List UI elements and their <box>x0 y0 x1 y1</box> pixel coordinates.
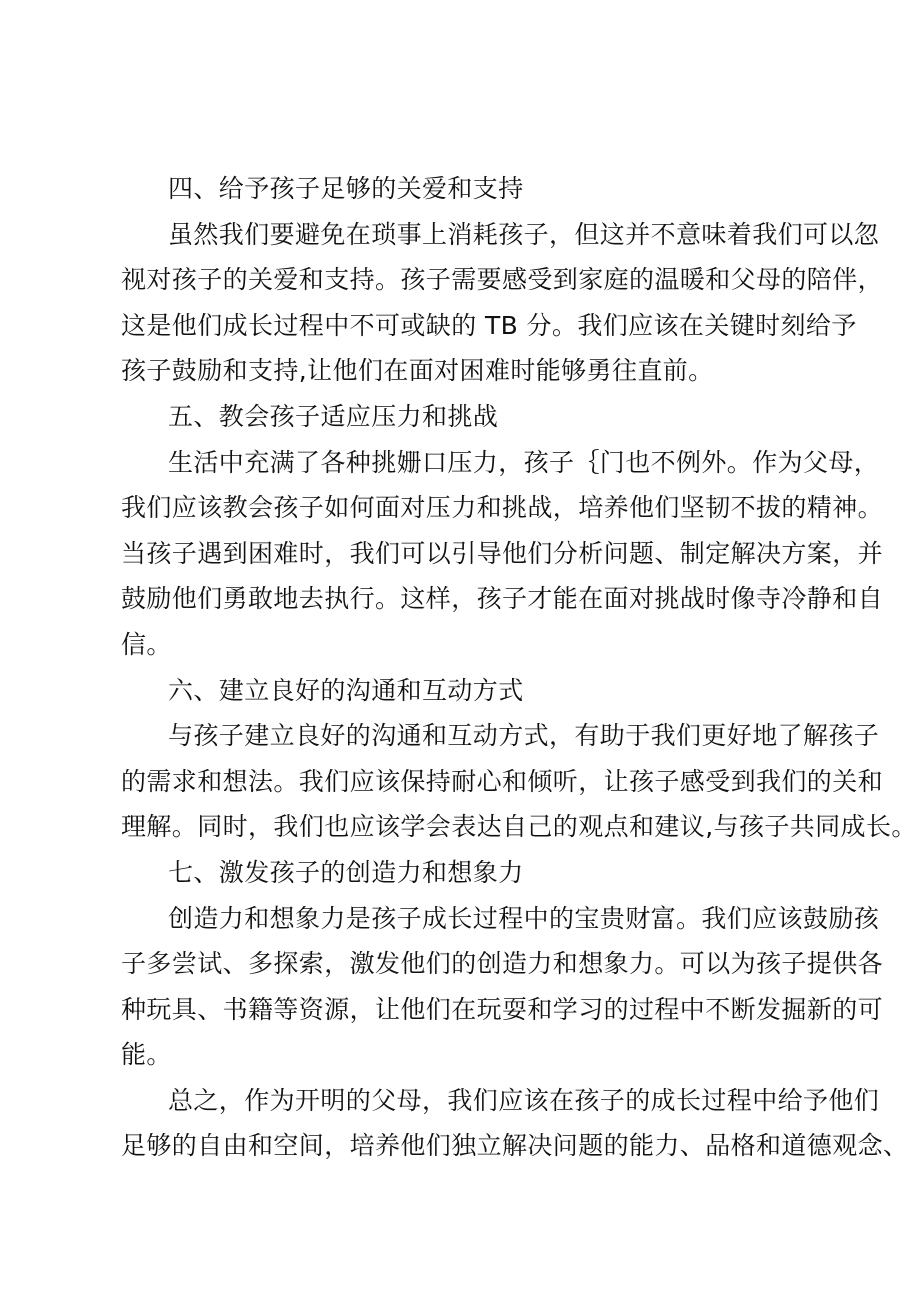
paragraph-line: 我们应该教会孩子如何面对压力和挑战，培养他们坚韧不拔的精神。 <box>121 493 884 523</box>
section-heading-6: 六、建立良好的沟通和互动方式 <box>168 675 524 705</box>
paragraph-line: 能。 <box>121 1040 172 1070</box>
paragraph-line: 鼓励他们勇敢地去执行。这样，孩子才能在面对挑战时像寺冷静和自 <box>121 584 884 614</box>
document-body <box>121 166 917 1169</box>
paragraph-line: 足够的自由和空间，培养他们独立解决问题的能力、品格和道德观念、 <box>121 1131 909 1161</box>
paragraph-line: 生活中充满了各种挑姗口压力，孩子｛门也不例外。作为父母， <box>168 447 880 477</box>
paragraph-line: 创造力和想象力是孩子成长过程中的宝贵财富。我们应该鼓励孩 <box>168 903 880 933</box>
paragraph-line: 理解。同时，我们也应该学会表达自己的观点和建议,与孩子共同成长。 <box>121 812 917 842</box>
section-heading-4: 四、给予孩子足够的关爱和支持 <box>168 174 524 203</box>
paragraph-line: 虽然我们要避免在琐事上消耗孩子，但这并不意味着我们可以忽 <box>168 219 880 249</box>
paragraph-line: 与孩子建立良好的沟通和互动方式，有助于我们更好地了解孩子 <box>168 721 880 751</box>
paragraph-line: 总之，作为开明的父母，我们应该在孩子的成长过程中给予他们 <box>168 1085 880 1115</box>
section-heading-5: 五、教会孩子适应压力和挑战 <box>168 401 499 431</box>
paragraph-line: 种玩具、书籍等资源，让他们在玩耍和学习的过程中不断发掘新的可 <box>121 994 884 1024</box>
paragraph-line: 的需求和想法。我们应该保持耐心和倾听，让孩子感受到我们的关和 <box>121 766 884 796</box>
paragraph-line: 视对孩子的关爱和支持。孩子需要感受到家庭的温暖和父母的陪伴， <box>121 265 884 295</box>
paragraph-line: 孩子鼓励和支持,让他们在面对困难时能够勇往直前。 <box>121 356 714 386</box>
section-heading-7: 七、激发孩子的创造力和想象力 <box>168 857 524 887</box>
paragraph-line: 信。 <box>121 629 172 659</box>
paragraph-line: 这是他们成长过程中不可或缺的 TB 分。我们应该在关键时刻给予 <box>121 310 857 340</box>
paragraph-line: 子多尝试、多探索，激发他们的创造力和想象力。可以为孩子提供各 <box>121 949 884 979</box>
paragraph-line: 当孩子遇到困难时，我们可以引导他们分析问题、制定解决方案，并 <box>121 538 884 568</box>
